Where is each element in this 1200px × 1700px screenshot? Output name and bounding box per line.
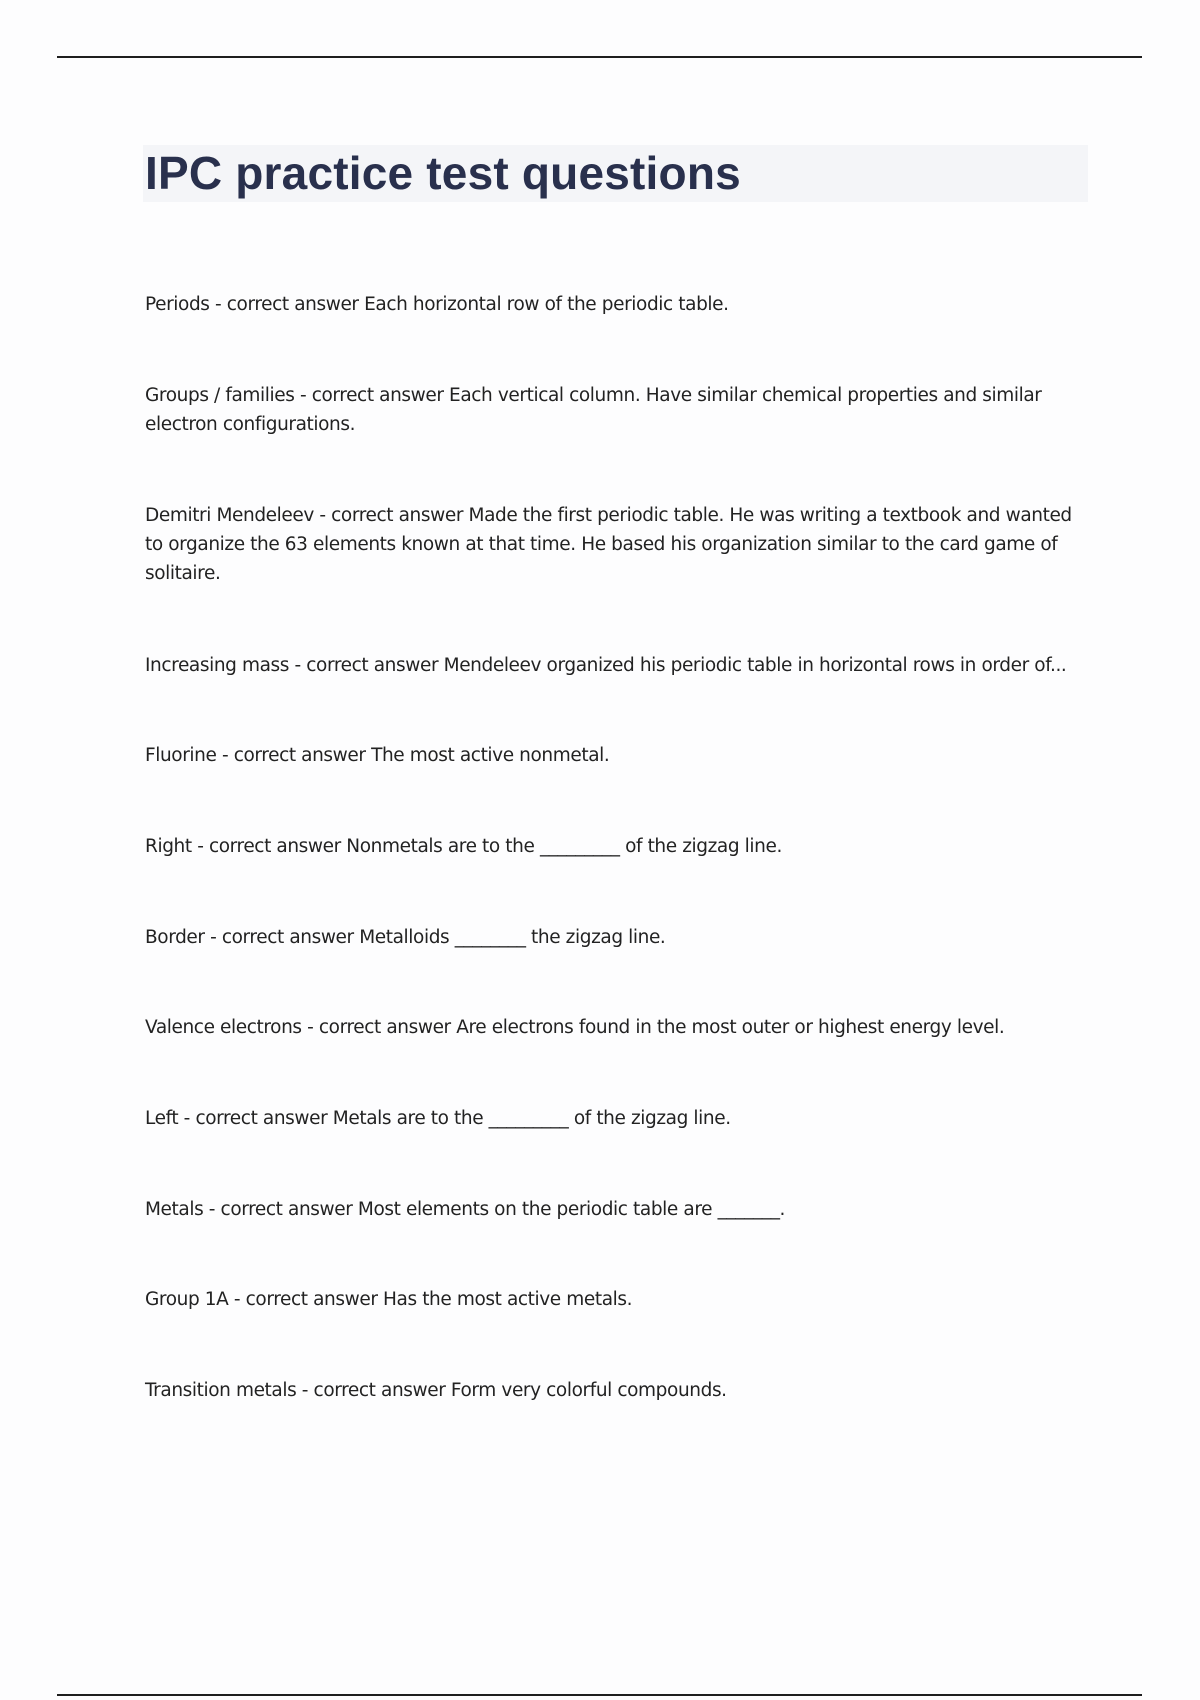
qa-item-right: Right - correct answer Nonmetals are to the _________ of the zigzag line. — [145, 836, 782, 857]
qa-item-metals: Metals - correct answer Most elements on the periodic table are _______. — [145, 1199, 786, 1220]
page-title: IPC practice test questions — [145, 147, 741, 199]
qa-item-group-1a: Group 1A - correct answer Has the most active metals. — [145, 1289, 633, 1310]
qa-item-increasing-mass: Increasing mass - correct answer Mendeleev organized his periodic table in horizontal rows in order of... — [145, 655, 1067, 676]
qa-item-border: Border - correct answer Metalloids ________ the zigzag line. — [145, 927, 666, 948]
qa-item-fluorine: Fluorine - correct answer The most active nonmetal. — [145, 745, 610, 766]
qa-item-left: Left - correct answer Metals are to the _________ of the zigzag line. — [145, 1108, 731, 1129]
qa-item-groups: Groups / families - correct answer Each vertical column. Have similar chemical properties and similar electron configurations. — [145, 385, 1042, 435]
qa-item-valence-electrons: Valence electrons - correct answer Are electrons found in the most outer or highest energy level. — [145, 1017, 1005, 1038]
top-divider — [57, 56, 1142, 58]
bottom-divider — [57, 1694, 1142, 1696]
qa-item-transition-metals: Transition metals - correct answer Form very colorful compounds. — [145, 1380, 727, 1401]
qa-item-periods: Periods - correct answer Each horizontal row of the periodic table. — [145, 294, 729, 315]
qa-item-mendeleev: Demitri Mendeleev - correct answer Made the first periodic table. He was writing a textbook and wanted to organize the 63 elements known at that time. He based his organization similar to the card game of solitaire. — [145, 505, 1072, 584]
